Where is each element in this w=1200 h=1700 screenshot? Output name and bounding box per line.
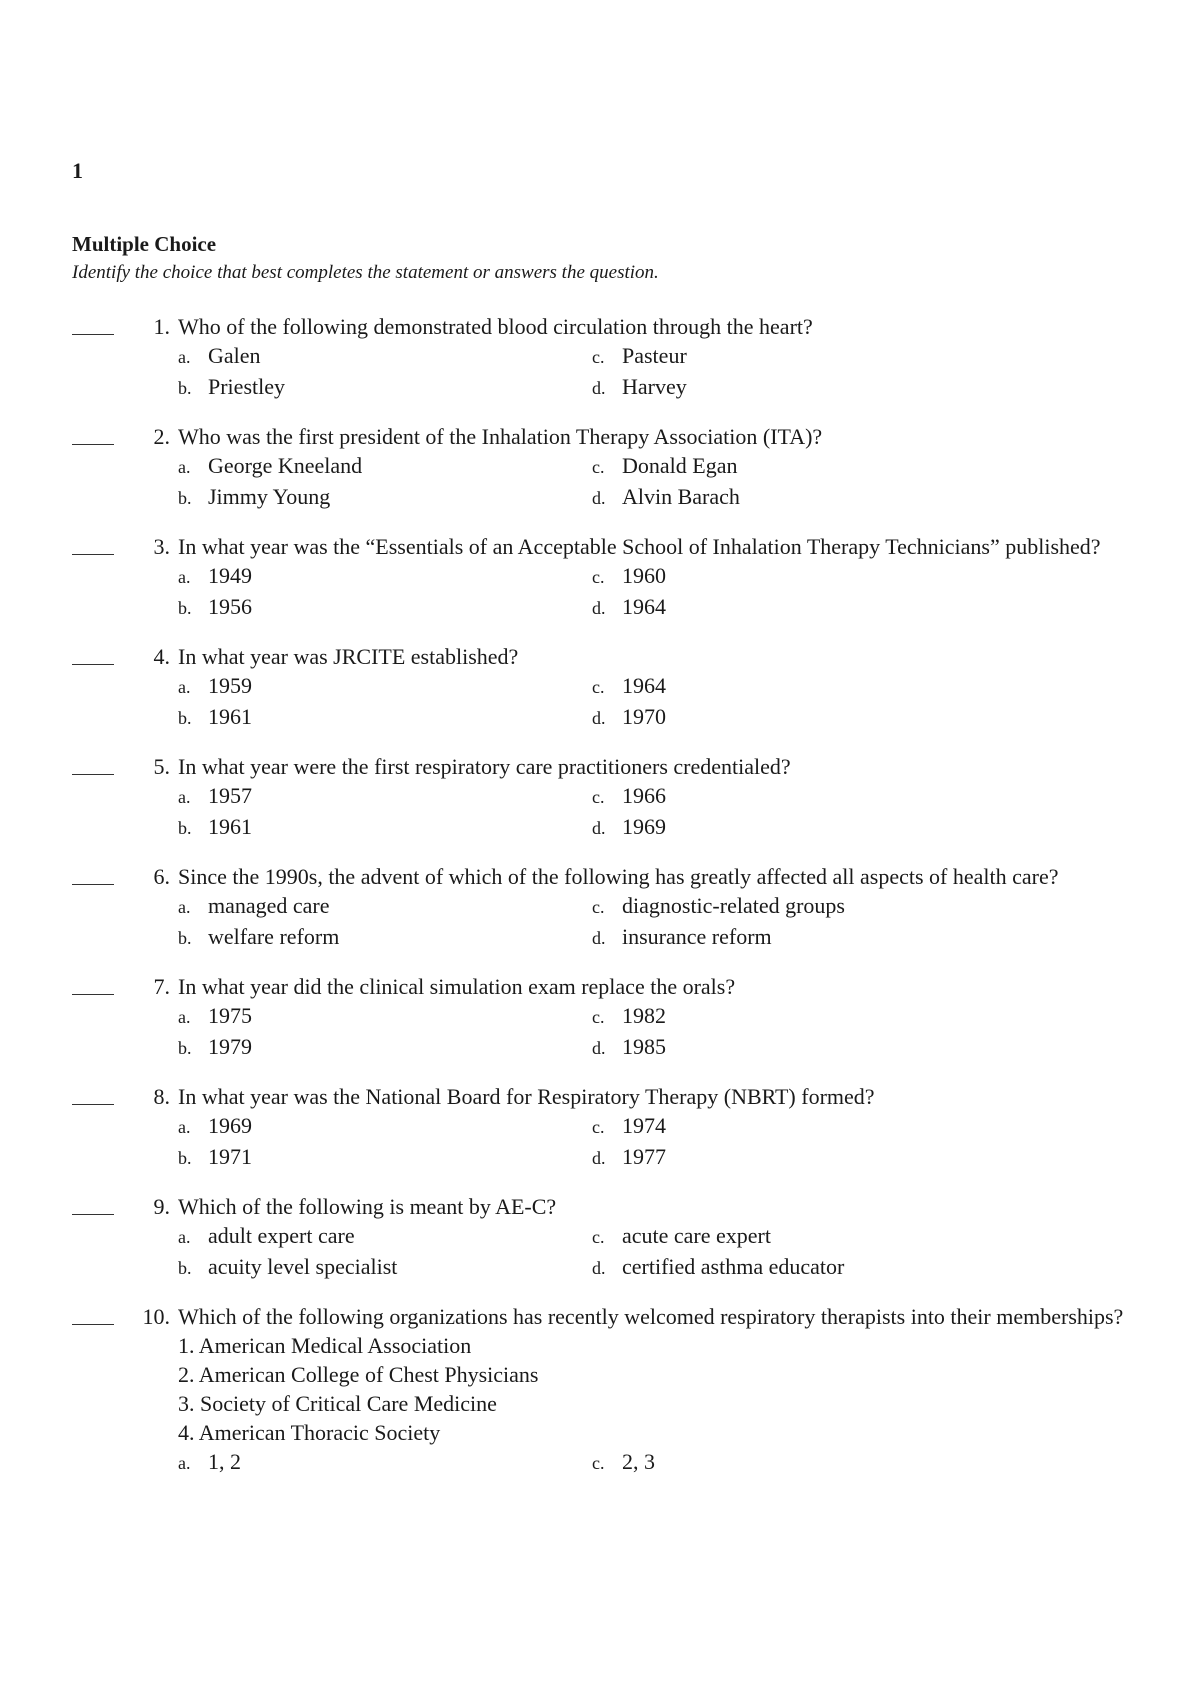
choice-grid <box>72 781 1152 843</box>
choice-letter: a. <box>178 1007 191 1027</box>
choice-letter: d. <box>592 488 606 508</box>
choice-grid <box>72 891 1152 953</box>
answer-choice <box>592 812 1006 843</box>
answer-choice <box>178 1032 592 1063</box>
question-stem <box>72 1082 1152 1111</box>
question-number: 4. <box>153 644 170 669</box>
answer-choice <box>178 1001 592 1032</box>
answer-choice <box>178 341 592 372</box>
question-text: In what year was JRCITE established? <box>178 644 519 669</box>
choice-letter: b. <box>178 488 192 508</box>
choice-grid <box>72 561 1152 623</box>
choice-grid <box>72 1001 1152 1063</box>
question-9 <box>72 1192 1152 1283</box>
exam-page <box>72 0 1152 1700</box>
choice-letter: d. <box>592 928 606 948</box>
answer-choice <box>592 1111 1006 1142</box>
question-text: Which of the following organizations has recently welcomed respiratory therapists into their memberships? <box>178 1304 1124 1329</box>
answer-choice <box>592 891 1006 922</box>
question-text: Who was the first president of the Inhalation Therapy Association (ITA)? <box>178 424 823 449</box>
question-10 <box>72 1302 1152 1478</box>
answer-choice <box>592 781 1006 812</box>
answer-choice <box>178 1252 592 1283</box>
question-5 <box>72 752 1152 843</box>
choice-letter: a. <box>178 347 191 367</box>
choice-letter: b. <box>178 598 192 618</box>
choice-letter: c. <box>592 1117 605 1137</box>
choice-letter: b. <box>178 708 192 728</box>
question-number: 2. <box>153 424 170 449</box>
statement-item: 4. American Thoracic Society <box>178 1420 441 1445</box>
choice-text: 1964 <box>622 594 666 619</box>
choice-text: 1985 <box>622 1034 666 1059</box>
question-stem <box>72 642 1152 671</box>
question-text: In what year were the first respiratory care practitioners credentialed? <box>178 754 791 779</box>
choice-letter: a. <box>178 567 191 587</box>
choice-text: 1969 <box>622 814 666 839</box>
answer-choice <box>178 1142 592 1173</box>
answer-blank <box>72 862 114 885</box>
choice-letter: c. <box>592 1453 605 1473</box>
question-text: Who of the following demonstrated blood circulation through the heart? <box>178 314 813 339</box>
question-number: 6. <box>153 864 170 889</box>
choice-text: 2, 3 <box>622 1449 655 1474</box>
question-text: Which of the following is meant by AE-C? <box>178 1194 557 1219</box>
answer-choice <box>592 1001 1006 1032</box>
choice-text: 1971 <box>208 1144 252 1169</box>
question-stem <box>72 972 1152 1001</box>
question-stem <box>72 862 1152 891</box>
answer-choice <box>592 451 1006 482</box>
answer-choice <box>178 702 592 733</box>
answer-choice <box>592 561 1006 592</box>
answer-blank <box>72 1302 114 1325</box>
choice-letter: d. <box>592 1258 606 1278</box>
choice-text: 1982 <box>622 1003 666 1028</box>
choice-text: 1975 <box>208 1003 252 1028</box>
choice-text: adult expert care <box>208 1223 355 1248</box>
answer-choice <box>592 1142 1006 1173</box>
choice-text: 1956 <box>208 594 252 619</box>
answer-choice <box>592 702 1006 733</box>
answer-choice <box>592 1221 1006 1252</box>
question-stem <box>72 752 1152 781</box>
question-stem <box>72 532 1152 561</box>
question-text: Since the 1990s, the advent of which of the following has greatly affected all aspects of health care? <box>178 864 1059 889</box>
choice-letter: d. <box>592 1148 606 1168</box>
answer-choice <box>178 482 592 513</box>
choice-text: welfare reform <box>208 924 340 949</box>
question-6 <box>72 862 1152 953</box>
answer-choice <box>592 372 1006 403</box>
answer-blank <box>72 972 114 995</box>
answer-choice <box>178 922 592 953</box>
choice-letter: d. <box>592 1038 606 1058</box>
answer-choice <box>178 1111 592 1142</box>
choice-text: 1, 2 <box>208 1449 241 1474</box>
choice-text: 1974 <box>622 1113 666 1138</box>
choice-text: 1957 <box>208 783 252 808</box>
choice-text: 1961 <box>208 814 252 839</box>
question-text: In what year was the National Board for Respiratory Therapy (NBRT) formed? <box>178 1084 875 1109</box>
choice-text: Donald Egan <box>622 453 738 478</box>
choice-letter: c. <box>592 347 605 367</box>
question-8 <box>72 1082 1152 1173</box>
choice-text: acuity level specialist <box>208 1254 398 1279</box>
choice-letter: c. <box>592 457 605 477</box>
question-3 <box>72 532 1152 623</box>
answer-choice <box>592 341 1006 372</box>
choice-text: insurance reform <box>622 924 772 949</box>
choice-letter: a. <box>178 1227 191 1247</box>
choice-letter: c. <box>592 1007 605 1027</box>
question-list <box>72 312 1152 1497</box>
answer-blank <box>72 532 114 555</box>
choice-text: Galen <box>208 343 261 368</box>
choice-letter: b. <box>178 1148 192 1168</box>
choice-text: George Kneeland <box>208 453 363 478</box>
answer-choice <box>592 482 1006 513</box>
instructions: Identify the choice that best completes the statement or answers the question. <box>72 262 659 283</box>
question-text: In what year was the “Essentials of an Acceptable School of Inhalation Therapy Technicians” published? <box>178 534 1101 559</box>
choice-text: acute care expert <box>622 1223 771 1248</box>
choice-text: 1966 <box>622 783 666 808</box>
choice-letter: a. <box>178 1453 191 1473</box>
choice-text: 1960 <box>622 563 666 588</box>
answer-blank <box>72 752 114 775</box>
choice-text: 1970 <box>622 704 666 729</box>
page-number: 1 <box>72 158 83 183</box>
choice-letter: d. <box>592 818 606 838</box>
question-stem <box>72 1192 1152 1221</box>
choice-letter: c. <box>592 677 605 697</box>
question-1 <box>72 312 1152 403</box>
choice-letter: d. <box>592 598 606 618</box>
statement-item: 2. American College of Chest Physicians <box>178 1362 539 1387</box>
choice-text: 1977 <box>622 1144 666 1169</box>
answer-choice <box>178 1447 592 1478</box>
answer-choice <box>178 891 592 922</box>
choice-letter: b. <box>178 378 192 398</box>
question-number: 1. <box>153 314 170 339</box>
choice-letter: c. <box>592 787 605 807</box>
statement-list <box>72 1331 1152 1447</box>
choice-text: diagnostic-related groups <box>622 893 845 918</box>
choice-letter: d. <box>592 378 606 398</box>
question-number: 8. <box>153 1084 170 1109</box>
choice-grid <box>72 341 1152 403</box>
choice-text: 1959 <box>208 673 252 698</box>
statement-item: 3. Society of Critical Care Medicine <box>178 1391 497 1416</box>
choice-grid <box>72 451 1152 513</box>
choice-grid <box>72 1447 1152 1478</box>
choice-text: 1961 <box>208 704 252 729</box>
answer-choice <box>178 781 592 812</box>
answer-choice <box>178 561 592 592</box>
choice-text: Jimmy Young <box>208 484 331 509</box>
choice-text: Pasteur <box>622 343 687 368</box>
answer-choice <box>592 671 1006 702</box>
answer-choice <box>592 1447 1006 1478</box>
choice-text: Alvin Barach <box>622 484 740 509</box>
choice-text: 1979 <box>208 1034 252 1059</box>
answer-choice <box>178 671 592 702</box>
choice-letter: d. <box>592 708 606 728</box>
choice-letter: c. <box>592 1227 605 1247</box>
choice-letter: a. <box>178 897 191 917</box>
answer-choice <box>178 1221 592 1252</box>
answer-choice <box>178 812 592 843</box>
question-number: 5. <box>153 754 170 779</box>
choice-text: Harvey <box>622 374 687 399</box>
choice-letter: a. <box>178 677 191 697</box>
question-number: 9. <box>153 1194 170 1219</box>
statement-item: 1. American Medical Association <box>178 1333 472 1358</box>
answer-blank <box>72 1082 114 1105</box>
answer-choice <box>178 372 592 403</box>
answer-choice <box>178 592 592 623</box>
choice-text: Priestley <box>208 374 285 399</box>
question-number: 3. <box>153 534 170 559</box>
section-title: Multiple Choice <box>72 232 217 256</box>
question-7 <box>72 972 1152 1063</box>
question-2 <box>72 422 1152 513</box>
choice-text: 1949 <box>208 563 252 588</box>
answer-choice <box>592 1032 1006 1063</box>
choice-grid <box>72 1111 1152 1173</box>
question-stem <box>72 312 1152 341</box>
choice-letter: b. <box>178 818 192 838</box>
answer-blank <box>72 312 114 335</box>
choice-letter: c. <box>592 897 605 917</box>
question-number: 10. <box>142 1304 170 1329</box>
choice-grid <box>72 1221 1152 1283</box>
choice-letter: c. <box>592 567 605 587</box>
answer-choice <box>592 1252 1006 1283</box>
question-stem <box>72 422 1152 451</box>
choice-letter: a. <box>178 787 191 807</box>
choice-text: certified asthma educator <box>622 1254 845 1279</box>
answer-choice <box>178 451 592 482</box>
choice-letter: a. <box>178 1117 191 1137</box>
choice-text: managed care <box>208 893 330 918</box>
choice-letter: a. <box>178 457 191 477</box>
choice-text: 1969 <box>208 1113 252 1138</box>
choice-text: 1964 <box>622 673 666 698</box>
answer-blank <box>72 422 114 445</box>
answer-choice <box>592 922 1006 953</box>
choice-letter: b. <box>178 1038 192 1058</box>
choice-letter: b. <box>178 1258 192 1278</box>
question-number: 7. <box>153 974 170 999</box>
question-stem <box>72 1302 1152 1331</box>
choice-grid <box>72 671 1152 733</box>
answer-choice <box>592 592 1006 623</box>
question-4 <box>72 642 1152 733</box>
answer-blank <box>72 1192 114 1215</box>
answer-blank <box>72 642 114 665</box>
choice-letter: b. <box>178 928 192 948</box>
question-text: In what year did the clinical simulation exam replace the orals? <box>178 974 736 999</box>
